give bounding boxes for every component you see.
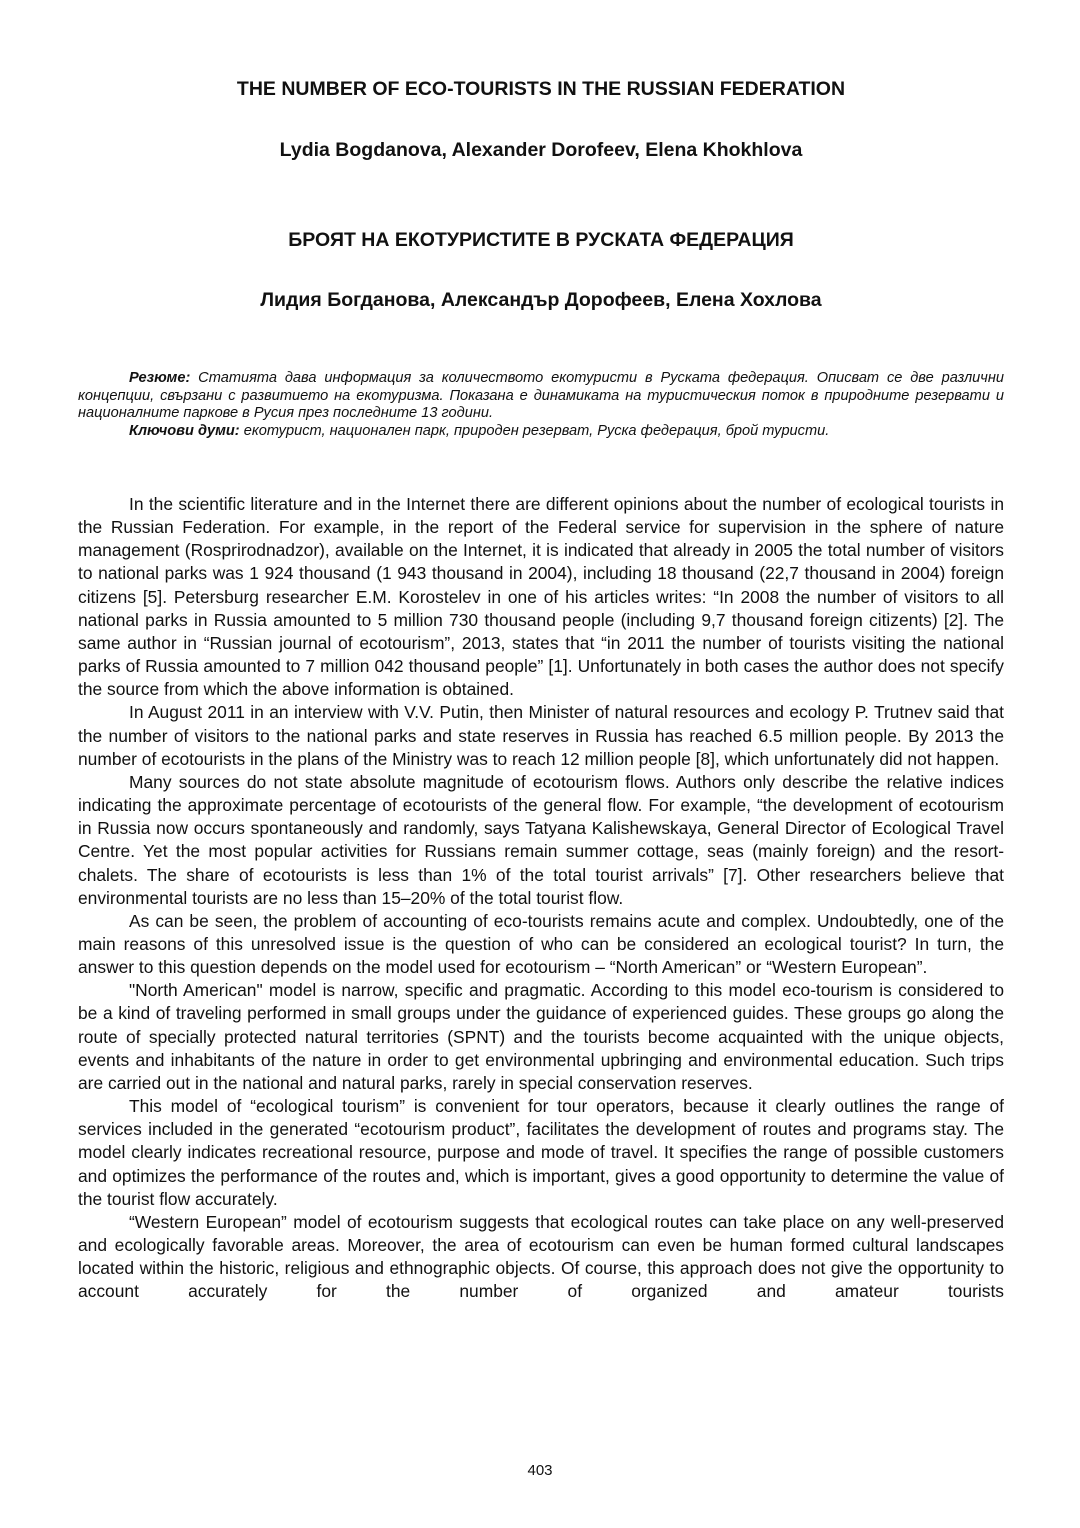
keywords-text: екотурист, национален парк, природен резерват, Руска федерация, брой туристи. [239,422,830,439]
body-paragraph: In August 2011 in an interview with V.V. Putin, then Minister of natural resources and ecology P. Trutnev said that the number of visitors to the national parks and state reserves in Russia has reached 6.5 million people. By 2013 the number of ecotourists in the plans of the Ministry was to reach 12 million people [8], which unfortunately did not happen. [78,702,1004,769]
authors-bulgarian: Лидия Богданова, Александър Дорофеев, Елена Хохлова [260,289,822,311]
abstract-keywords [78,423,1004,441]
abstract-section [78,370,1004,440]
summary-text: Статията дава информация за количеството екотуристи в Руската федерация. Описват се две различни концепции, свързани с развитието на екотуризма. Показана е динамиката на туристическия поток в природните резервати и националните паркове в Русия през последните 13 години. [78,370,1004,422]
body-paragraph: In the scientific literature and in the Internet there are different opinions about the number of ecological tourists in the Russian Federation. For example, in the report of the Federal service for supervision in the sphere of nature management (Rosprirodnadzor), available on the Internet, it is indicated that already in 2005 the total number of visitors to national parks was 1 924 thousand (1 943 thousand in 2004), including 18 thousand (22,7 thousand in 2004) foreign citizens [5]. Petersburg researcher E.M. Korostelev in one of his articles writes: “In 2008 the number of visitors to all national parks in Russia amounted to 5 million 730 thousand people (including 9,7 thousand foreign citizents) [2]. The same author in “Russian journal of ecotourism”, 2013, states that “in 2011 the number of tourists visiting the national parks of Russia amounted to 7 million 042 thousand people” [1]. Unfortunately in both cases the author does not specify the source from which the above information is obtained. [78,494,1004,700]
keywords-label: Ключови думи: [129,422,240,439]
paper-title-bulgarian: БРОЯТ НА ЕКОТУРИСТИТЕ В РУСКАТА ФЕДЕРАЦИЯ [288,229,794,251]
authors-english: Lydia Bogdanova, Alexander Dorofeev, Elena Khokhlova [279,139,803,161]
page-number: 403 [527,1462,553,1479]
summary-label: Резюме: [129,370,191,386]
body-text [78,493,1004,1303]
abstract-summary [78,370,1004,423]
body-paragraph: "North American" model is narrow, specific and pragmatic. According to this model eco-tourism is considered to be a kind of traveling performed in small groups under the guidance of experienced guides. These groups go along the route of specially protected natural territories (SPNT) and the tourists become acquainted with the unique objects, events and inhabitants of the nature in order to get environmental upbringing and environmental education. Such trips are carried out in the national and natural parks, rarely in special conservation reserves. [78,980,1004,1093]
body-paragraph: Many sources do not state absolute magnitude of ecotourism flows. Authors only describe the relative indices indicating the approximate percentage of ecotourists of the general flow. For example, “the development of ecotourism in Russia now occurs spontaneously and randomly, says Tatyana Kalishewskaya, General Director of Ecological Travel Centre. Yet the most popular activities for Russians remain summer cottage, seas (mainly foreign) and the resort-chalets. The share of ecotourists is less than 1% of the total tourist arrivals” [7]. Other researchers believe that environmental tourists are no less than 15–20% of the total tourist flow. [78,771,1004,908]
body-paragraph: This model of “ecological tourism” is convenient for tour operators, because it clearly outlines the range of services included in the generated “ecotourism product”, facilitates the development of routes and programs stay. The model clearly indicates recreational resource, purpose and mode of travel. It specifies the range of possible customers and optimizes the performance of the routes and, which is important, gives a good opportunity to determine the value of the tourist flow accurately. [78,1096,1004,1209]
body-paragraph: As can be seen, the problem of accounting of eco-tourists remains acute and complex. Undoubtedly, one of the main reasons of this unresolved issue is the question of who can be considered an ecological tourist? In turn, the answer to this question depends on the model used for ecotourism – “North American” or “Western European”. [78,910,1004,978]
paper-title-english: THE NUMBER OF ECO-TOURISTS IN THE RUSSIAN FEDERATION [236,78,846,100]
body-paragraph: “Western European” model of ecotourism suggests that ecological routes can take place on any well-preserved and ecologically favorable areas. Moreover, the area of ecotourism can even be human formed cultural landscapes located within the historic, religious and ethnographic objects. Of course, this approach does not give the opportunity to account accurately for the number of organized and amateur tourists [78,1211,1004,1302]
